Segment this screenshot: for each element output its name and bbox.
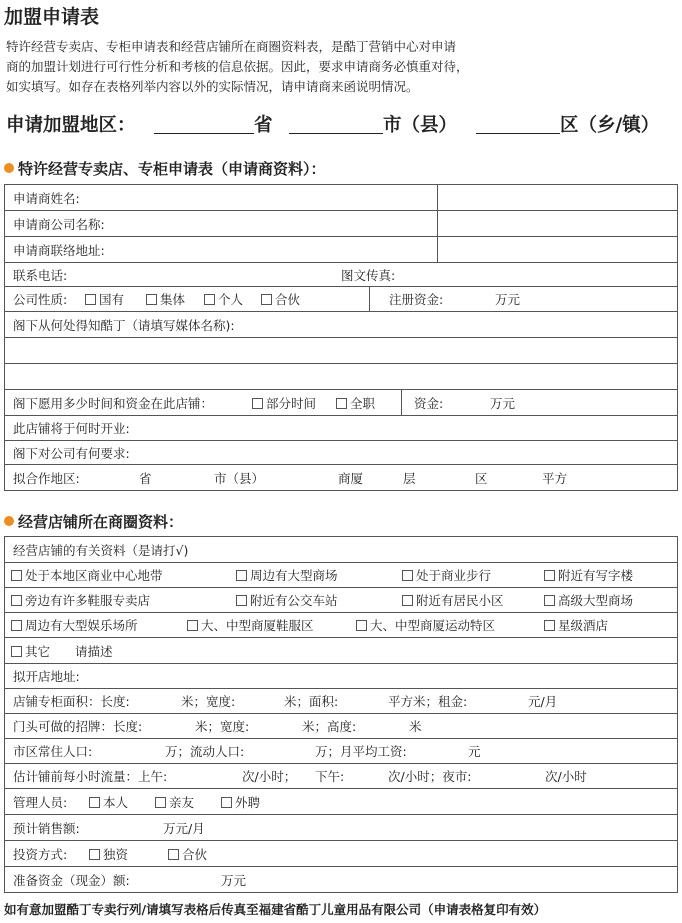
checkbox-icon: [252, 398, 263, 409]
planned-address-label: 拟开店地址:: [13, 669, 80, 684]
option-label: 附近有写字楼: [558, 568, 634, 583]
option-star-hotel[interactable]: [544, 616, 608, 634]
traffic-night-unit: 次/小时: [545, 769, 587, 784]
traffic-pm-label: 下午:: [315, 769, 345, 784]
column-divider: [437, 237, 438, 262]
option-label: 处于本地区商业中心地带: [25, 568, 163, 583]
checkbox-icon: [89, 797, 100, 808]
section2-title: 经营店铺所在商圈资料：: [18, 513, 184, 531]
district-field[interactable]: [476, 112, 560, 134]
checkbox-icon: [204, 294, 215, 305]
invest-label: 投资方式:: [13, 846, 68, 862]
traffic-label: 估计铺前每小时流量：上午:: [13, 769, 168, 784]
option-other[interactable]: [11, 642, 50, 660]
option-partnership[interactable]: [261, 290, 300, 308]
table-row: [5, 764, 677, 789]
population-label: 市区常住人口:: [13, 744, 93, 759]
table-row: [5, 638, 677, 664]
floating-pop-unit: 万；月平均工资:: [315, 744, 407, 759]
option-label: 高级大型商场: [558, 593, 634, 608]
coop-floor: 层: [403, 470, 416, 486]
option-office-building[interactable]: [544, 566, 633, 584]
option-label: 旁边有许多鞋服专卖店: [25, 593, 151, 608]
source-label: 阁下从何处得知酷丁（请填写媒体名称):: [13, 317, 235, 333]
region-label: 申请加盟地区：: [6, 115, 136, 136]
address-label: 申请商联络地址:: [13, 242, 105, 258]
sign-width-unit: 米；高度:: [302, 719, 357, 734]
checkbox-icon: [11, 646, 22, 657]
checkbox-icon: [402, 570, 413, 581]
option-label: 星级酒店: [558, 618, 609, 633]
option-label: 本人: [103, 794, 129, 810]
checkbox-icon: [544, 570, 555, 581]
store-table: [4, 536, 678, 893]
option-label: 部分时间: [266, 395, 317, 411]
option-label: 集体: [160, 292, 186, 307]
checkbox-icon: [356, 620, 367, 631]
option-full-time[interactable]: [336, 394, 375, 412]
traffic-pm-unit: 次/小时；夜市:: [388, 769, 472, 784]
option-bus-stop[interactable]: [236, 591, 338, 609]
table-row: [5, 739, 677, 764]
intro-line: 商的加盟计划进行可行性分析和考核的信息依据。因此，要求申请商务必慎重对待，: [6, 59, 469, 74]
option-label: 附近有公交车站: [250, 593, 338, 608]
coop-zone: 区: [475, 470, 488, 486]
column-divider: [369, 287, 370, 311]
option-label: 大、中型商厦鞋服区: [201, 618, 314, 633]
option-label: 外聘: [235, 794, 261, 810]
table-row: [5, 815, 677, 841]
option-label: 周边有大型娱乐场所: [25, 618, 138, 633]
option-label: 亲友: [169, 794, 195, 810]
checkbox-icon: [11, 570, 22, 581]
table-row: [5, 416, 677, 441]
option-pedestrian-street[interactable]: [402, 566, 491, 584]
funds-unit: 万元: [221, 872, 247, 888]
table-row: [5, 185, 677, 211]
section1-title: 特许经营专卖店、专柜申请表（申请商资料）：: [18, 160, 326, 178]
checkbox-icon: [146, 294, 157, 305]
bullet-icon: [4, 516, 14, 526]
store-info-header: 经营店铺的有关资料（是请打√): [13, 542, 189, 558]
traffic-am-unit: 次/小时；: [242, 769, 297, 784]
area-sqm-unit: 平方米；租金:: [388, 694, 468, 709]
checkbox-icon: [336, 398, 347, 409]
time-capital-label: 阁下愿用多少时间和资金在此店铺：: [13, 395, 214, 411]
option-entertainment[interactable]: [11, 616, 138, 634]
applicant-name-label: 申请商姓名:: [13, 190, 80, 206]
table-row: [5, 841, 677, 867]
option-label: 周边有大型商场: [250, 568, 338, 583]
column-divider: [401, 390, 402, 415]
section1-heading: [4, 158, 326, 179]
capital-unit-2: 万元: [490, 395, 516, 411]
sign-label: 门头可做的招牌：长度:: [13, 719, 143, 734]
checkbox-icon: [544, 620, 555, 631]
table-row: [5, 312, 677, 338]
checkbox-icon: [155, 797, 166, 808]
column-divider: [437, 185, 438, 210]
option-large-mall-nearby[interactable]: [236, 566, 338, 584]
coop-mall: 商厦: [338, 470, 364, 486]
city-field[interactable]: [289, 112, 383, 134]
phone-label: 联系电话:: [13, 267, 68, 283]
option-label: 独资: [103, 846, 129, 862]
footer-note: 如有意加盟酷丁专卖行列/请填写表格后传真至福建省酷丁儿童用品有限公司（申请表格复印有效）: [4, 902, 547, 917]
table-row: [5, 789, 677, 815]
province-field[interactable]: [154, 112, 254, 134]
sign-length-unit: 米；宽度:: [195, 719, 250, 734]
rent-unit: 元/月: [528, 694, 558, 709]
table-row: [5, 211, 677, 237]
option-business-center[interactable]: [11, 566, 163, 584]
option-mall-sports-zone[interactable]: [356, 616, 495, 634]
table-row: [5, 441, 677, 465]
option-label: 合伙: [182, 846, 208, 862]
open-date-label: 此店铺将于何时开业:: [13, 421, 130, 436]
table-row: [5, 867, 677, 893]
fax-label: 图文传真:: [341, 267, 396, 283]
option-hired[interactable]: [221, 793, 260, 811]
option-apparel-stores[interactable]: [11, 591, 150, 609]
salary-unit: 元: [468, 744, 481, 759]
capital-unit: 万元: [495, 292, 521, 307]
option-residential[interactable]: [402, 591, 504, 609]
coop-area-label: 拟合作地区:: [13, 470, 80, 486]
company-type-label: 公司性质:: [13, 292, 68, 307]
checkbox-icon: [544, 595, 555, 606]
intro-line: 如实填写。如存在表格列举内容以外的实际情况，请申请商来函说明情况。: [6, 79, 419, 94]
blank-row[interactable]: [5, 338, 677, 364]
table-row: [5, 237, 677, 263]
province-label: 省: [254, 115, 273, 136]
option-sole[interactable]: [89, 845, 128, 863]
table-row: [5, 287, 677, 312]
option-label: 全职: [350, 395, 376, 411]
options-row: [5, 588, 677, 613]
intro-paragraph: [6, 37, 566, 97]
option-premium-mall[interactable]: [544, 591, 633, 609]
option-label: 其它: [25, 643, 51, 659]
city-label: 市（县）: [383, 115, 458, 136]
capital-label: 资金:: [414, 395, 444, 411]
funds-label: 准备资金（现金）额:: [13, 872, 130, 888]
registered-capital-label: 注册资金:: [389, 292, 444, 307]
option-part-time[interactable]: [252, 394, 316, 412]
option-label: 处于商业步行: [416, 568, 492, 583]
option-mall-apparel-zone[interactable]: [187, 616, 314, 634]
form-title: 加盟申请表: [4, 6, 100, 28]
table-row: [5, 537, 677, 563]
option-self[interactable]: [89, 793, 128, 811]
area-width-unit: 米；面积:: [284, 694, 339, 709]
coop-sqm: 平方: [542, 470, 568, 486]
population-unit: 万；流动人口:: [165, 744, 245, 759]
sign-height-unit: 米: [409, 719, 422, 734]
option-label: 大、中型商厦运动特区: [370, 618, 496, 633]
company-name-label: 申请商公司名称:: [13, 216, 105, 232]
intro-line: 特许经营专卖店、专柜申请表和经营店铺所在商圈资料表，是酷丁营销中心对申请: [6, 39, 457, 54]
blank-row[interactable]: [5, 364, 677, 390]
sales-unit: 万元/月: [163, 820, 205, 836]
coop-city: 市（县）: [214, 470, 265, 486]
checkbox-icon: [261, 294, 272, 305]
bullet-icon: [4, 163, 14, 173]
option-label: 个人: [218, 292, 244, 307]
table-row: [5, 465, 677, 491]
option-collective[interactable]: [146, 290, 185, 308]
applicant-table: [4, 184, 678, 491]
checkbox-icon: [11, 595, 22, 606]
table-row: [5, 263, 677, 287]
area-length-unit: 米；宽度:: [181, 694, 236, 709]
checkbox-icon: [85, 294, 96, 305]
options-row: [5, 613, 677, 638]
table-row: [5, 664, 677, 689]
column-divider: [437, 211, 438, 236]
area-label: 店铺专柜面积：长度:: [13, 694, 130, 709]
table-row: [5, 390, 677, 416]
district-label: 区（乡/镇）: [560, 115, 660, 136]
manager-label: 管理人员:: [13, 794, 68, 810]
checkbox-icon: [89, 849, 100, 860]
table-row: [5, 714, 677, 739]
option-relatives[interactable]: [155, 793, 194, 811]
table-row: [5, 689, 677, 714]
option-label: 国有: [99, 292, 125, 307]
checkbox-icon: [221, 797, 232, 808]
sales-label: 预计销售额:: [13, 820, 80, 836]
checkbox-icon: [236, 595, 247, 606]
coop-province: 省: [139, 470, 152, 486]
section2-heading: [4, 511, 183, 532]
option-state[interactable]: [85, 290, 124, 308]
checkbox-icon: [236, 570, 247, 581]
checkbox-icon: [11, 620, 22, 631]
describe-label: 请描述: [75, 643, 113, 659]
checkbox-icon: [187, 620, 198, 631]
option-label: 附近有居民小区: [416, 593, 504, 608]
checkbox-icon: [168, 849, 179, 860]
option-joint[interactable]: [168, 845, 207, 863]
option-label: 合伙: [275, 292, 301, 307]
option-individual[interactable]: [204, 290, 243, 308]
requirements-label: 阁下对公司有何要求:: [13, 445, 130, 461]
options-row: [5, 563, 677, 588]
checkbox-icon: [402, 595, 413, 606]
region-row: [6, 111, 676, 141]
